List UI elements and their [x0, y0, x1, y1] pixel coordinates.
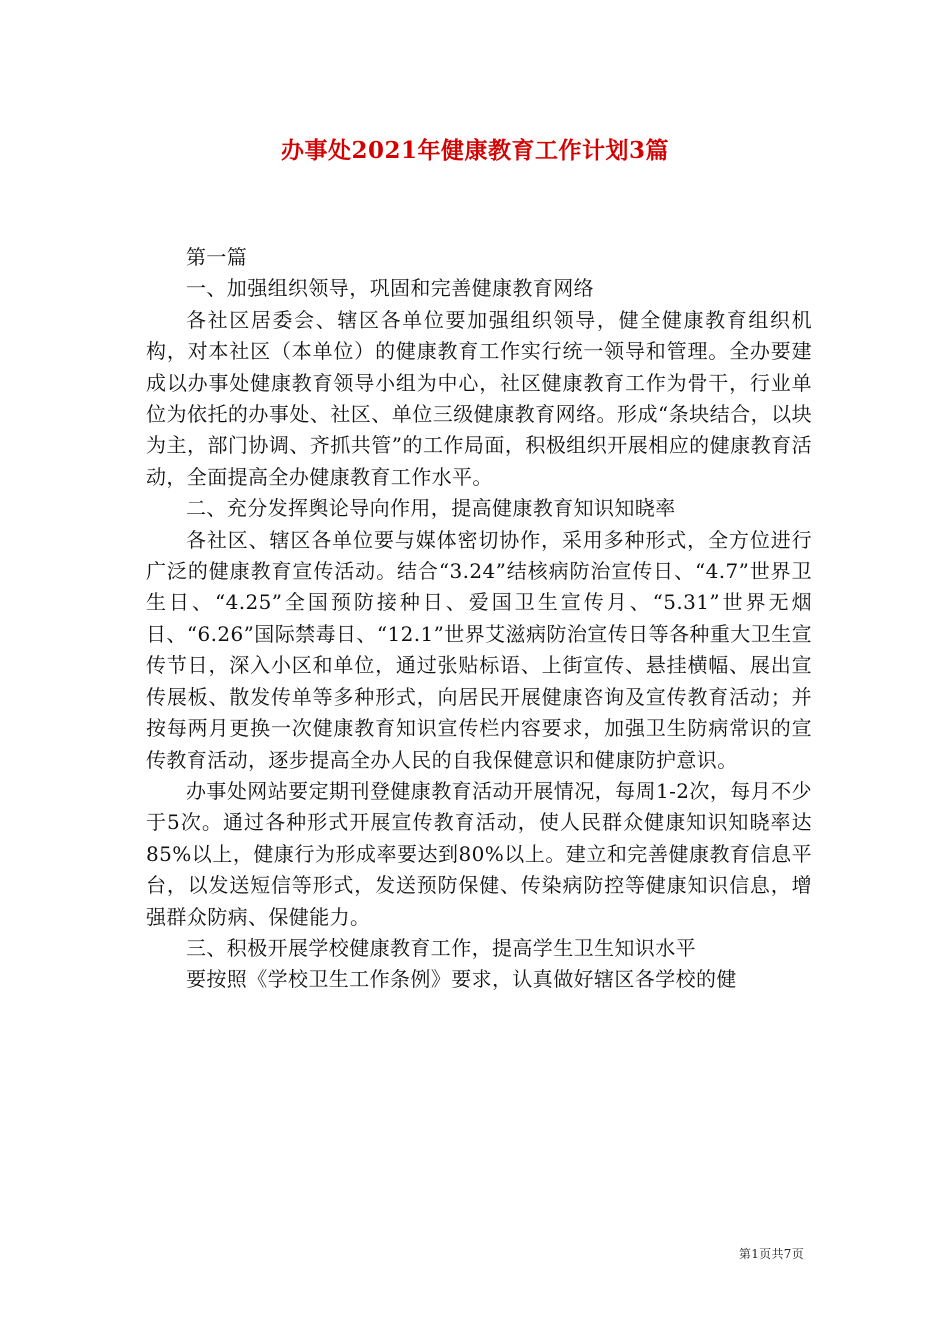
section-heading-1: 一、加强组织领导，巩固和完善健康教育网络: [186, 276, 594, 301]
document-title: 办事处2021年健康教育工作计划3篇: [280, 137, 670, 164]
document-body: [146, 242, 812, 996]
page-number: 第1页共7页: [738, 1247, 804, 1261]
section-heading-2: 二、充分发挥舆论导向作用，提高健康教育知识知晓率: [186, 496, 676, 521]
part-label: 第一篇: [186, 245, 248, 269]
section-heading-3: 三、积极开展学校健康教育工作，提高学生卫生知识水平: [186, 935, 696, 960]
section-paragraph-2a: 各社区、辖区各单位要与媒体密切协作，采用多种形式，全方位进行广泛的健康教育宣传活动。结合“3.24”结核病防治宣传日、“4.7”世界卫生日、“4.25”全国预防接种日、爱国卫生宣传月、“5.31”世界无烟日、“6.26”国际禁毒日、“12.1”世界艾滋病防治宣传日等各种重大卫生宣传节日，深入小区和单位，通过张贴标语、上街宣传、悬挂横幅、展出宣传展板、散发传单等多种形式，向居民开展健康咨询及宣传教育活动；并按每两月更换一次健康教育知识宣传栏内容要求，加强卫生防病常识的宣传教育活动，逐步提高全办人民的自我保健意识和健康防护意识。: [146, 527, 812, 772]
section-paragraph-2b: 办事处网站要定期刊登健康教育活动开展情况，每周1-2次，每月不少于5次。通过各种形式开展宣传教育活动，使人民群众健康知识知晓率达85%以上，健康行为形成率要达到80%以上。建立和完善健康教育信息平台，以发送短信等形式，发送预防保健、传染病防控等健康知识信息，增强群众防病、保健能力。: [146, 778, 812, 929]
section-paragraph-3: 要按照《学校卫生工作条例》要求，认真做好辖区各学校的健: [186, 967, 737, 992]
section-paragraph-1: 各社区居委会、辖区各单位要加强组织领导，健全健康教育组织机构，对本社区（本单位）的健康教育工作实行统一领导和管理。全办要建成以办事处健康教育领导小组为中心，社区健康教育工作为骨干，行业单位为依托的办事处、社区、单位三级健康教育网络。形成“条块结合，以块为主，部门协调、齐抓共管”的工作局面，积极组织开展相应的健康教育活动，全面提高全办健康教育工作水平。: [146, 307, 812, 489]
